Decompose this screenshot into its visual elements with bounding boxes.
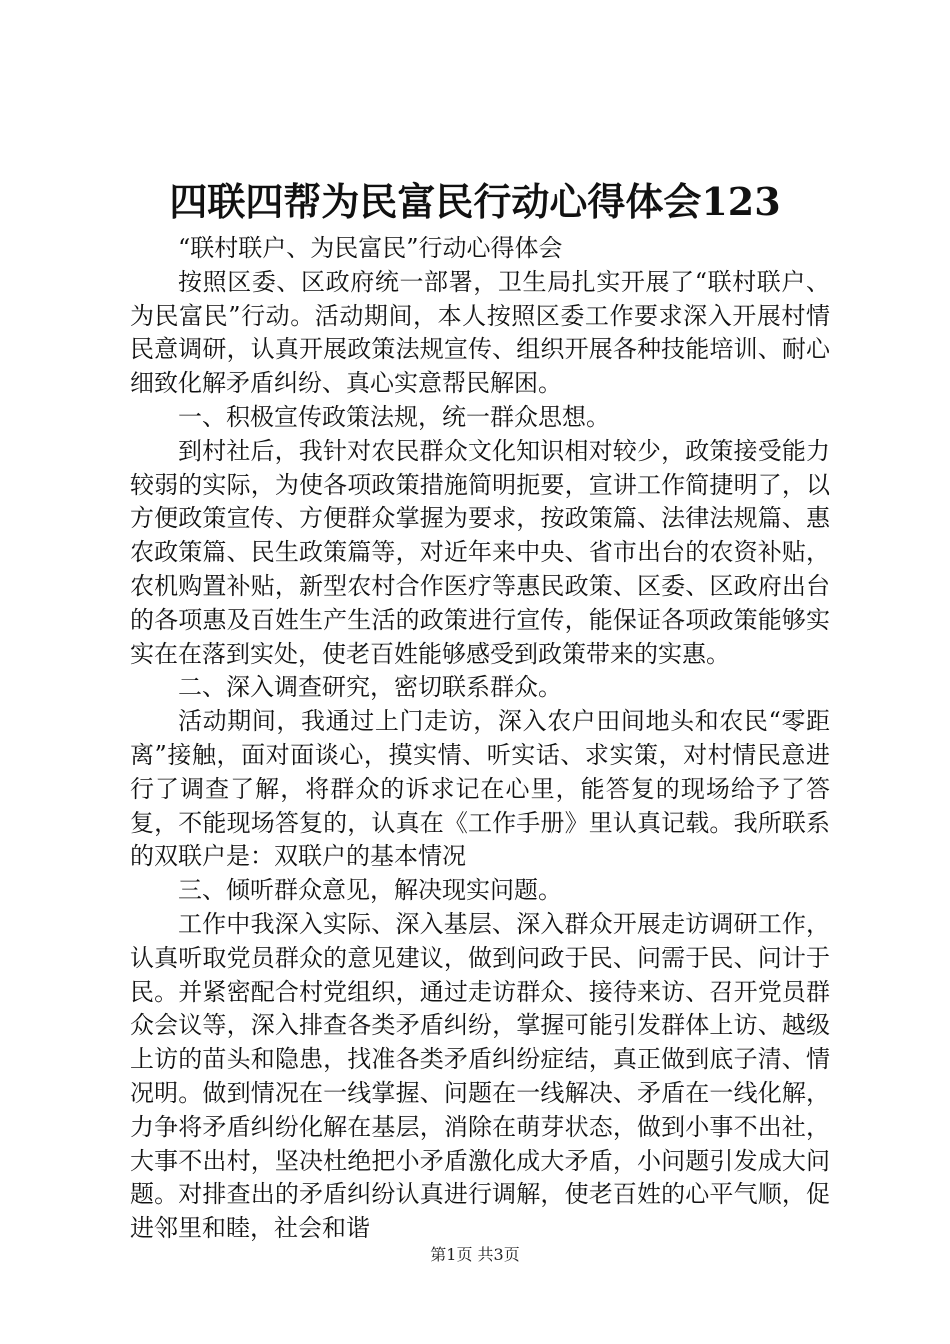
document-title: 四联四帮为民富民行动心得体会123	[169, 179, 781, 224]
section-heading-1: 一、积极宣传政策法规，统一群众思想。	[178, 402, 610, 431]
document-body	[130, 232, 830, 1246]
section-heading-2: 二、深入调查研究，密切联系群众。	[178, 673, 562, 702]
paragraph-section-2: 活动期间，我通过上门走访，深入农户田间地头和农民“零距离”接触，面对面谈心，摸实情、听实话、求实策，对村情民意进行了调查了解，将群众的诉求记在心里，能答复的现场给予了答复，不能现场答复的，认真在《工作手册》里认真记载。我所联系的双联户是：双联户的基本情况	[130, 707, 830, 871]
page-number-footer: 第1页 共3页	[430, 1245, 520, 1264]
paragraph-intro: 按照区委、区政府统一部署，卫生局扎实开展了“联村联户、为民富民”行动。活动期间，本人按照区委工作要求深入开展村情民意调研，认真开展政策法规宣传、组织开展各种技能培训、耐心细致化解矛盾纠纷、真心实意帮民解困。	[130, 267, 830, 398]
paragraph-section-1: 到村社后，我针对农民群众文化知识相对较少，政策接受能力较弱的实际，为使各项政策措施简明扼要，宣讲工作简捷明了，以方便政策宣传、方便群众掌握为要求，按政策篇、法律法规篇、惠农政策篇、民生政策篇等，对近年来中央、省市出台的农资补贴，农机购置补贴，新型农村合作医疗等惠民政策、区委、区政府出台的各项惠及百姓生产生活的政策进行宣传，能保证各项政策能够实实在在落到实处，使老百姓能够感受到政策带来的实惠。	[130, 436, 830, 668]
paragraph-section-3: 工作中我深入实际、深入基层、深入群众开展走访调研工作，认真听取党员群众的意见建议，做到问政于民、问需于民、问计于民。并紧密配合村党组织，通过走访群众、接待来访、召开党员群众会议等，深入排查各类矛盾纠纷，掌握可能引发群体上访、越级上访的苗头和隐患，找准各类矛盾纠纷症结，真正做到底子清、情况明。做到情况在一线掌握、问题在一线解决、矛盾在一线化解，力争将矛盾纠纷化解在基层，消除在萌芽状态，做到小事不出社，大事不出村，坚决杜绝把小矛盾激化成大矛盾，小问题引发成大问题。对排查出的矛盾纠纷认真进行调解，使老百姓的心平气顺，促进邻里和睦，社会和谐	[130, 909, 830, 1243]
paragraph-subtitle: “联村联户、为民富民”行动心得体会	[178, 234, 563, 262]
section-heading-3: 三、倾听群众意见，解决现实问题。	[178, 876, 562, 905]
